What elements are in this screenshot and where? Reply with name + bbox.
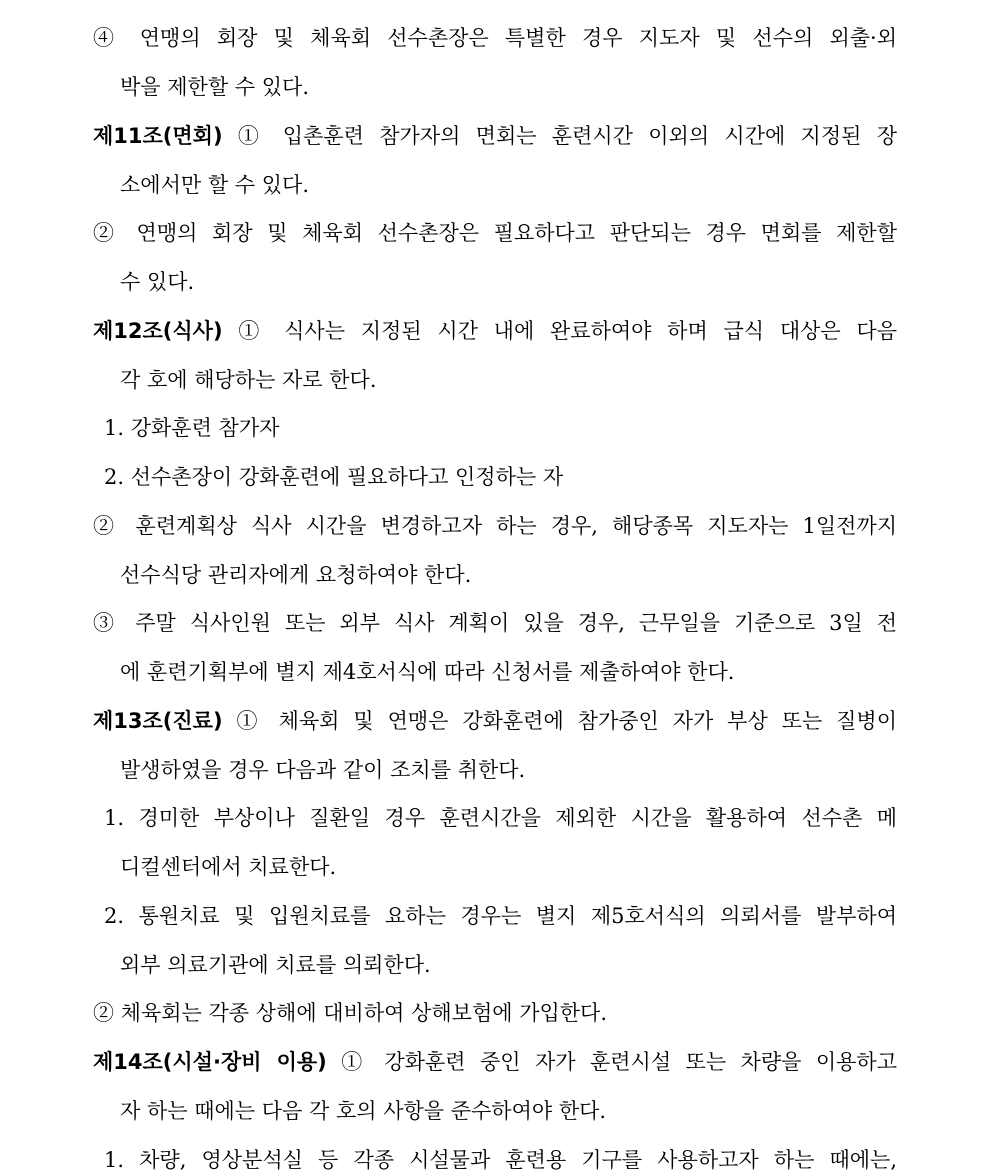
article-13-line: 제13조(진료) ① 체육회 및 연맹은 강화훈련에 참가중인 자가 부상 또는 질병이: [93, 709, 897, 733]
paragraph-line: ② 훈련계획상 식사 시간을 변경하고자 하는 경우, 해당종목 지도자는 1일전까지: [93, 514, 897, 538]
list-item: 2. 통원치료 및 입원치료를 요하는 경우는 별지 제5호서식의 의뢰서를 발부하여: [104, 904, 897, 928]
paragraph-line: ② 연맹의 회장 및 체육회 선수촌장은 필요하다고 판단되는 경우 면회를 제한할: [93, 221, 897, 245]
paragraph-line: 에 훈련기획부에 별지 제4호서식에 따라 신청서를 제출하여야 한다.: [120, 660, 735, 684]
paragraph-line: 발생하였을 경우 다음과 같이 조치를 취한다.: [120, 758, 526, 782]
article-heading: 제11조(면회): [93, 124, 223, 148]
paragraph-line: 수 있다.: [120, 270, 195, 294]
paragraph-line: 박을 제한할 수 있다.: [120, 75, 309, 99]
paragraph-line: ③ 주말 식사인원 또는 외부 식사 계획이 있을 경우, 근무일을 기준으로 3일 전: [93, 611, 897, 635]
article-heading: 제13조(진료): [93, 709, 223, 733]
list-item: 1. 강화훈련 참가자: [104, 416, 280, 440]
article-heading: 제14조(시설·장비 이용): [93, 1050, 327, 1074]
paragraph-line: 각 호에 해당하는 자로 한다.: [120, 368, 377, 392]
paragraph-line: 자 하는 때에는 다음 각 호의 사항을 준수하여야 한다.: [120, 1099, 607, 1123]
paragraph-line: ④ 연맹의 회장 및 체육회 선수촌장은 특별한 경우 지도자 및 선수의 외출·외: [93, 26, 897, 50]
article-12-line: 제12조(식사) ① 식사는 지정된 시간 내에 완료하여야 하며 급식 대상은 다음: [93, 319, 897, 343]
list-item: 1. 차량, 영상분석실 등 각종 시설물과 훈련용 기구를 사용하고자 하는 때에는,: [104, 1148, 897, 1172]
article-11-line: 제11조(면회) ① 입촌훈련 참가자의 면회는 훈련시간 이외의 시간에 지정된 장: [93, 124, 897, 148]
paragraph-line: 소에서만 할 수 있다.: [120, 173, 309, 197]
list-item: 2. 선수촌장이 강화훈련에 필요하다고 인정하는 자: [104, 465, 564, 489]
article-heading: 제12조(식사): [93, 319, 223, 343]
article-14-line: 제14조(시설·장비 이용) ① 강화훈련 중인 자가 훈련시설 또는 차량을 이용하고: [93, 1050, 897, 1074]
paragraph-line: ② 체육회는 각종 상해에 대비하여 상해보험에 가입한다.: [93, 1001, 608, 1025]
paragraph-line: 디컬센터에서 치료한다.: [120, 855, 337, 879]
list-item: 1. 경미한 부상이나 질환일 경우 훈련시간을 제외한 시간을 활용하여 선수촌 메: [104, 806, 897, 830]
paragraph-line: 외부 의료기관에 치료를 의뢰한다.: [120, 953, 431, 977]
paragraph-line: 선수식당 관리자에게 요청하여야 한다.: [120, 563, 472, 587]
